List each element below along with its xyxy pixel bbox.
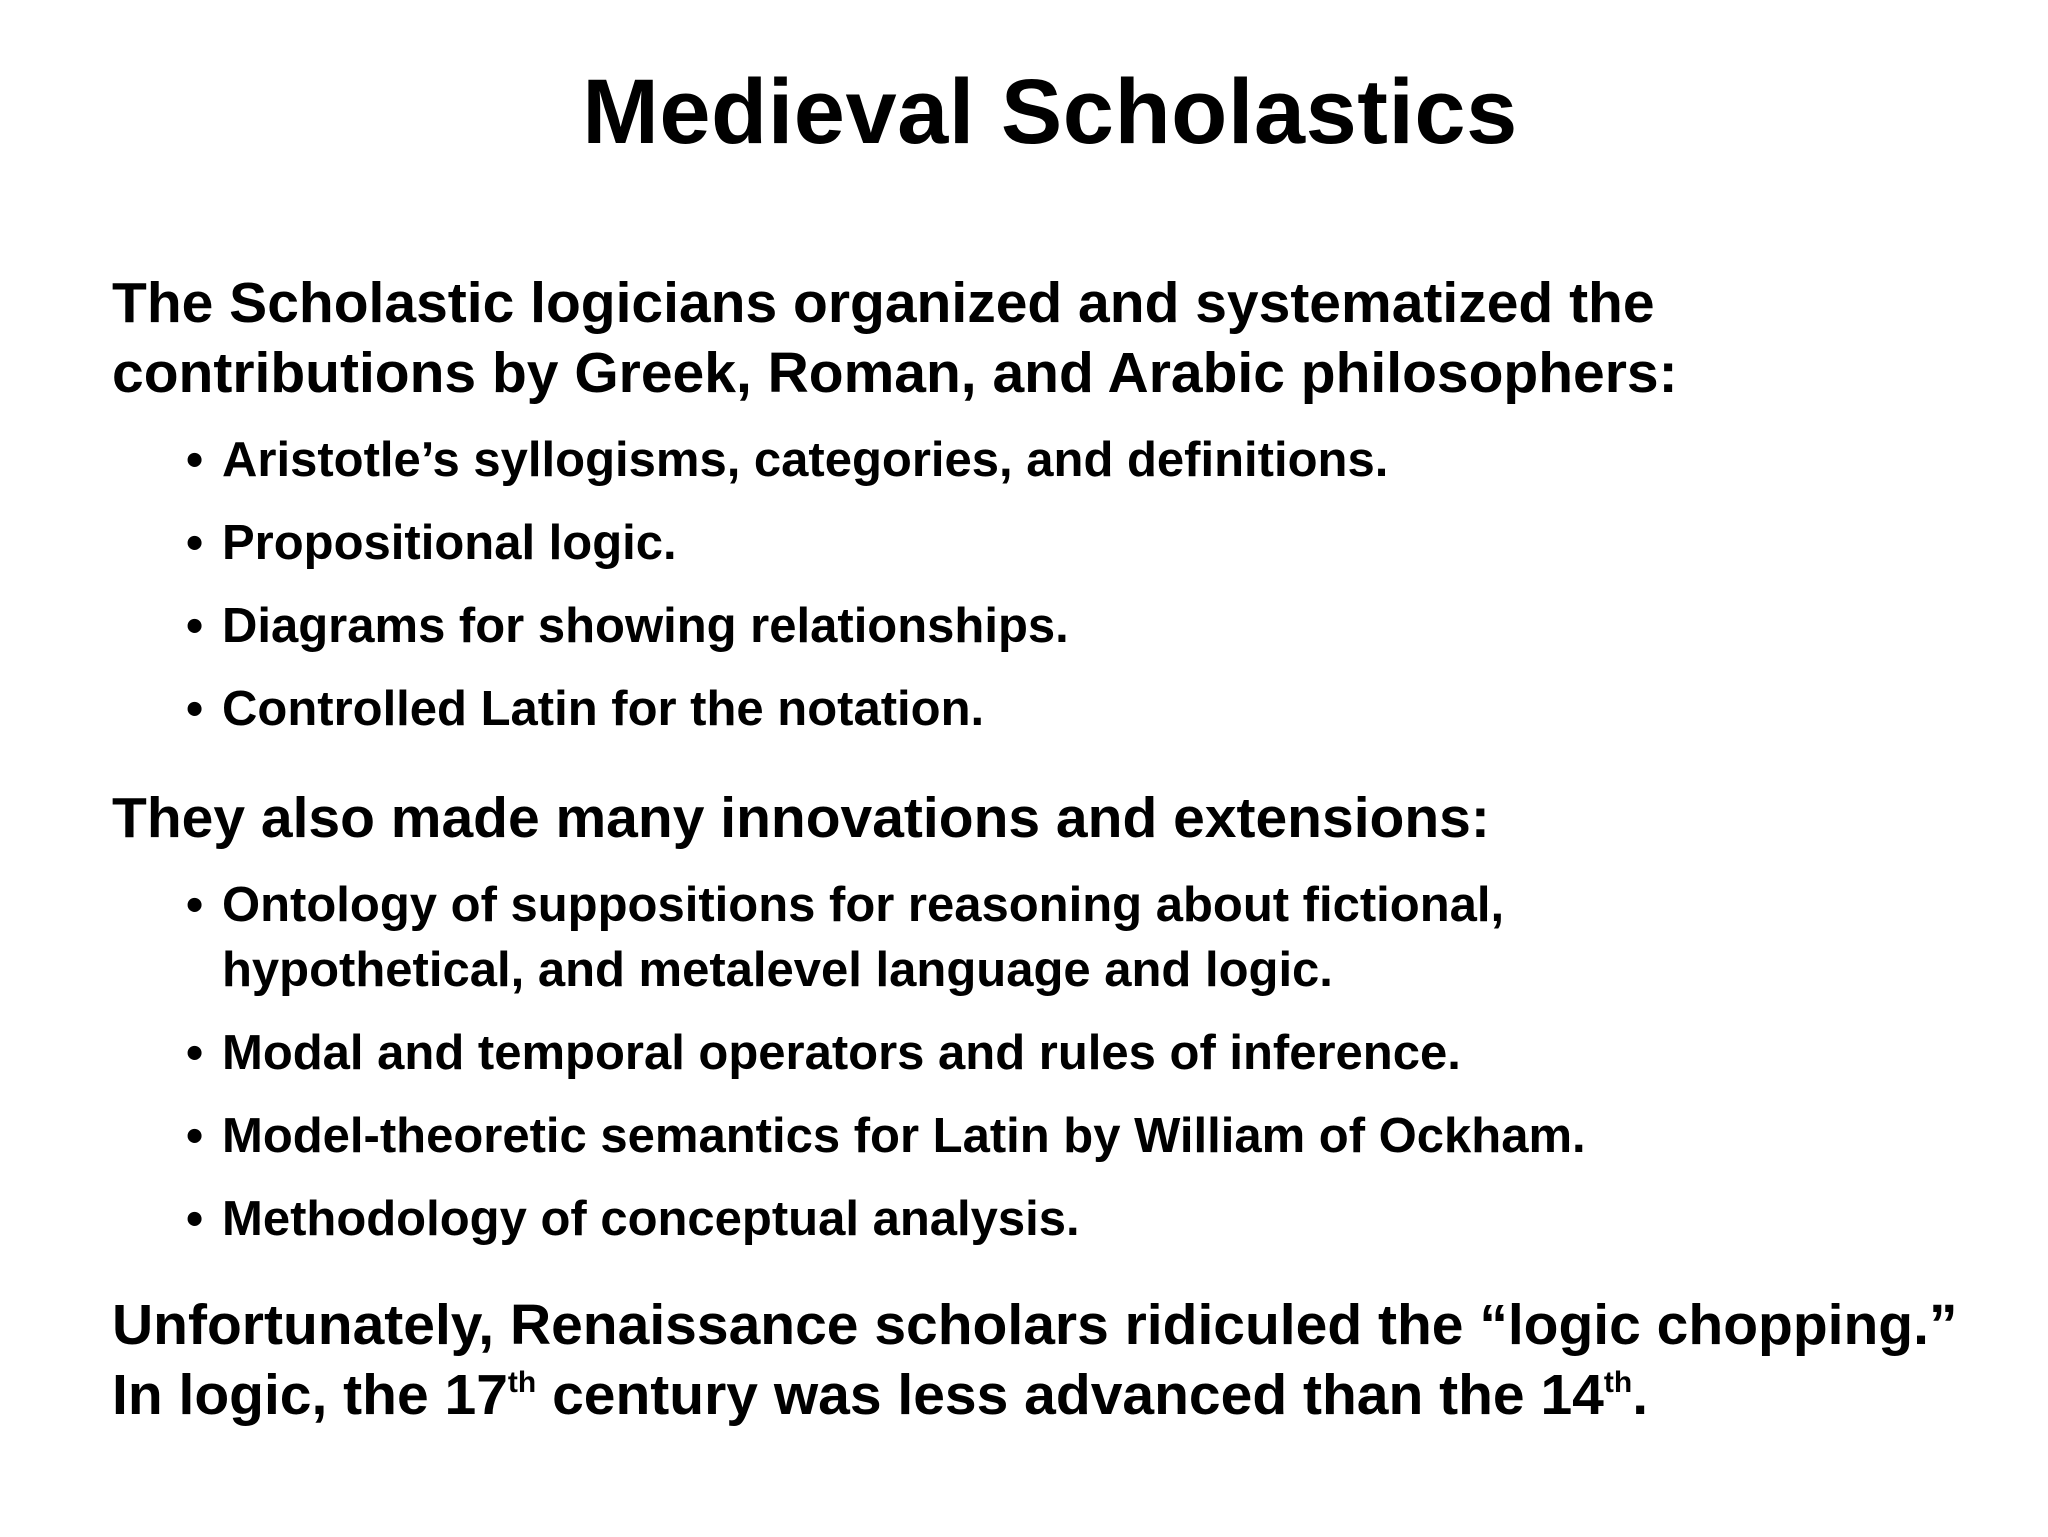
intro-paragraph-1: The Scholastic logicians organized and systematized the contributions by Greek, Roman, and Arabic philosophers: <box>112 271 1678 405</box>
closing-line-1: Unfortunately, Renaissance scholars ridiculed the “logic chopping.” <box>112 1293 1958 1357</box>
list-item-text: Methodology of conceptual analysis. <box>222 1192 1080 1246</box>
ordinal-suffix: th <box>1603 1366 1633 1399</box>
contributions-list <box>186 428 1986 760</box>
bullet-icon: • <box>186 1109 204 1163</box>
closing-text-b: century was less advanced than the 14 <box>536 1363 1604 1427</box>
list-item <box>186 428 1986 493</box>
innovations-list <box>186 873 1986 1270</box>
slide-title: Medieval Scholastics <box>582 61 1518 163</box>
ordinal-suffix: th <box>507 1366 537 1399</box>
closing-text-a: In logic, the 17 <box>112 1363 508 1427</box>
closing-paragraph <box>112 1290 1992 1430</box>
list-item <box>186 1021 1986 1086</box>
list-item-text: Aristotle’s syllogisms, categories, and definitions. <box>222 433 1389 487</box>
bullet-icon: • <box>186 682 204 736</box>
list-item-text: Controlled Latin for the notation. <box>222 682 985 736</box>
bullet-icon: • <box>186 599 204 653</box>
bullet-icon: • <box>186 433 204 487</box>
list-item-text: Diagrams for showing relationships. <box>222 599 1069 653</box>
bullet-icon: • <box>186 878 204 932</box>
bullet-icon: • <box>186 516 204 570</box>
list-item <box>186 1187 1986 1252</box>
closing-text-c: . <box>1632 1363 1649 1427</box>
list-item-text: Model-theoretic semantics for Latin by William of Ockham. <box>222 1109 1586 1163</box>
intro-paragraph-2: They also made many innovations and extensions: <box>112 786 1490 850</box>
list-item-text: Ontology of suppositions for reasoning about fictional, hypothetical, and metalevel language and logic. <box>222 878 1505 997</box>
bullet-icon: • <box>186 1192 204 1246</box>
list-item <box>186 677 1986 742</box>
closing-line-2 <box>112 1360 1992 1430</box>
list-item <box>186 594 1986 659</box>
list-item-text: Modal and temporal operators and rules of inference. <box>222 1026 1461 1080</box>
list-item-text: Propositional logic. <box>222 516 677 570</box>
bullet-icon: • <box>186 1026 204 1080</box>
list-item <box>186 1104 1986 1169</box>
list-item <box>186 511 1986 576</box>
list-item <box>186 873 1782 1003</box>
